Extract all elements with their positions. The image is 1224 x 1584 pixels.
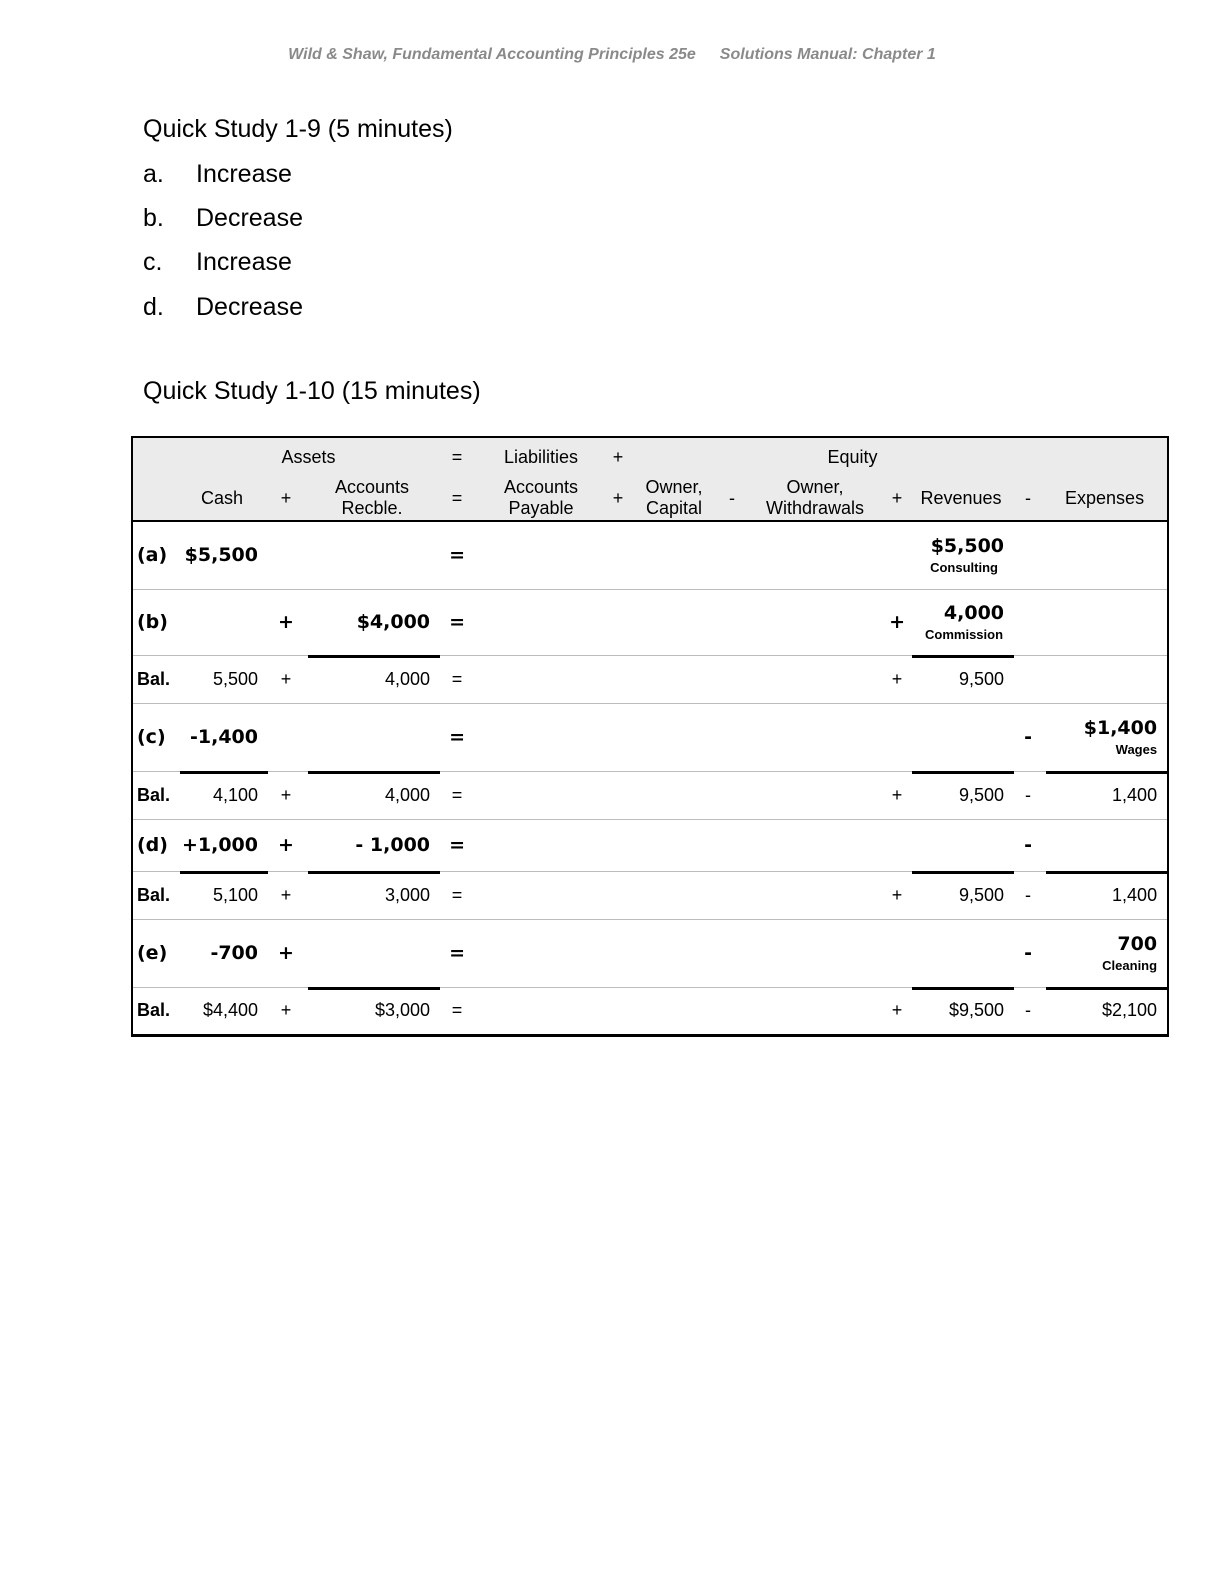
accounts-payable-value [474,703,608,771]
minus-sign: - [1014,771,1042,819]
transaction-row [132,919,1168,987]
revenues-value [908,871,1014,919]
operator-cell [608,703,628,771]
operator-cell [608,919,628,987]
expense-amount: 1,400 [1112,884,1158,905]
header-line: Owner, [786,477,844,497]
accounts-receivable-value: 3,000 [304,871,440,919]
revenues-value [908,703,1014,771]
owner-capital-value [628,655,720,703]
quick-study-1-10-title: Quick Study 1-10 (15 minutes) [143,377,481,405]
owner-withdrawals-value [744,871,886,919]
expenses-value [1042,871,1168,919]
plus-sign: + [608,437,628,476]
owner-capital-value [628,871,720,919]
owner-capital-value [628,703,720,771]
minus-sign [1014,655,1042,703]
operator-cell [720,987,744,1035]
accounts-receivable-value [304,703,440,771]
header-line: Accounts [504,477,579,497]
revenue-amount: $5,500 [930,535,1005,558]
revenue-amount: 9,500 [958,784,1005,805]
equals-sign: = [440,871,474,919]
minus-sign: - [1014,819,1042,871]
revenues-value [908,819,1014,871]
accounts-receivable-column-header [304,476,440,521]
expense-amount: 700 [1117,933,1158,955]
operator-cell [720,521,744,589]
quick-study-1-9-title: Quick Study 1-9 (5 minutes) [143,115,453,143]
owner-capital-value [628,919,720,987]
owner-withdrawals-column-header [744,476,886,521]
row-label: Bal. [132,871,176,919]
expenses-value [1042,589,1168,655]
accounts-payable-value [474,771,608,819]
minus-sign: - [1014,871,1042,919]
owner-capital-column-header [628,476,720,521]
transaction-row [132,819,1168,871]
revenues-value [908,987,1014,1035]
expenses-value [1042,819,1168,871]
operator-cell [720,771,744,819]
row-label: (b) [132,589,176,655]
operator-cell [608,589,628,655]
owner-withdrawals-value [744,987,886,1035]
equals-sign: = [440,437,474,476]
transaction-row [132,703,1168,771]
equals-sign: = [440,703,474,771]
expenses-value [1042,703,1168,771]
accounts-payable-value [474,655,608,703]
expense-note: Wages [1115,742,1158,757]
cash-value: +1,000 [176,819,268,871]
answer-text: Decrease [196,292,303,321]
answer-text: Increase [196,159,292,188]
header-line: Payable [508,498,574,518]
balance-row [132,655,1168,703]
revenue-amount: 9,500 [958,668,1005,689]
operator-cell [720,919,744,987]
equals-sign: = [449,544,465,567]
cash-value: -1,400 [176,703,268,771]
operator-cell [608,819,628,871]
answer-item [143,152,303,196]
accounts-receivable-value: $4,000 [304,589,440,655]
plus-sign: + [886,987,908,1035]
owner-withdrawals-value [744,919,886,987]
accounts-payable-value [474,589,608,655]
plus-sign [886,521,908,589]
cash-value [176,589,268,655]
minus-sign: - [1014,919,1042,987]
owner-withdrawals-value [744,703,886,771]
cash-value: $4,400 [176,987,268,1035]
expenses-value [1042,521,1168,589]
row-label: (a) [132,521,176,589]
group-header-row [132,437,1168,476]
accounting-equation-table [131,436,1169,1037]
transaction-row [132,589,1168,655]
header-line: Owner, [645,477,703,497]
column-header-row [132,476,1168,521]
minus-sign: - [1014,476,1042,521]
operator-cell [720,703,744,771]
revenue-amount: 9,500 [958,884,1005,905]
plus-sign: + [268,589,304,655]
liabilities-group-header: Liabilities [474,437,608,476]
minus-sign [1014,521,1042,589]
owner-capital-value [628,589,720,655]
revenue-note: Consulting [930,560,998,576]
quick-study-1-9-answers [143,152,303,330]
operator-cell [720,589,744,655]
accounts-receivable-value: $3,000 [304,987,440,1035]
row-label: (e) [132,919,176,987]
revenues-value [908,919,1014,987]
cash-value: 4,100 [176,771,268,819]
manual-chapter: Solutions Manual: Chapter 1 [719,46,936,63]
operator-cell [608,987,628,1035]
expense-amount: 1,400 [1112,784,1158,805]
minus-sign: - [720,476,744,521]
owner-capital-value [628,771,720,819]
plus-sign: + [608,476,628,521]
row-label: Bal. [132,771,176,819]
operator-cell [720,819,744,871]
plus-sign: + [268,871,304,919]
equals-sign: = [440,987,474,1035]
equals-sign: = [440,655,474,703]
operator-cell [720,655,744,703]
revenue-note: Commission [925,627,1004,642]
operator-cell [608,871,628,919]
owner-capital-value [628,987,720,1035]
answer-item [143,241,303,285]
plus-sign: + [886,655,908,703]
equals-sign: = [440,476,474,521]
owner-withdrawals-value [744,589,886,655]
operator-cell [608,655,628,703]
header-line: Accounts [334,477,410,497]
balance-row [132,771,1168,819]
answer-text: Decrease [196,204,303,233]
revenues-value [908,655,1014,703]
plus-sign: + [268,476,304,521]
minus-sign: - [1014,987,1042,1035]
owner-withdrawals-value [744,771,886,819]
header-line: Capital [646,498,703,518]
row-label: (c) [132,703,176,771]
owner-withdrawals-value [744,521,886,589]
expenses-column-header: Expenses [1042,476,1168,521]
answer-letter: b. [143,204,164,233]
plus-sign: + [268,987,304,1035]
accounts-receivable-value: 4,000 [304,655,440,703]
revenues-value [908,589,1014,655]
row-label: Bal. [132,655,176,703]
transaction-row [132,521,1168,589]
accounts-payable-column-header [474,476,608,521]
answer-letter: d. [143,292,164,321]
assets-group-header: Assets [132,437,440,476]
row-label: (d) [132,819,176,871]
expenses-value [1042,919,1168,987]
answer-text: Increase [196,248,292,277]
expense-amount: $2,100 [1102,1000,1158,1020]
owner-capital-value [628,521,720,589]
plus-sign [268,703,304,771]
operator-cell [608,771,628,819]
accounts-payable-value [474,521,608,589]
cash-value: 5,100 [176,871,268,919]
plus-sign [268,521,304,589]
plus-sign [886,819,908,871]
cash-value: -700 [176,919,268,987]
equity-group-header: Equity [628,437,1168,476]
plus-sign: + [886,771,908,819]
accounts-payable-value [474,819,608,871]
plus-sign: + [268,919,304,987]
accounts-receivable-value [304,919,440,987]
owner-withdrawals-value [744,655,886,703]
revenue-amount: 4,000 [943,602,1005,624]
plus-sign [886,703,908,771]
revenues-value [908,521,1014,589]
book-title: Wild & Shaw, Fundamental Accounting Principles 25e [288,46,696,63]
revenues-column-header: Revenues [908,476,1014,521]
plus-sign: + [886,476,908,521]
answer-letter: c. [143,248,163,277]
cash-value: 5,500 [176,655,268,703]
running-header [0,46,1224,64]
operator-cell [720,871,744,919]
accounts-receivable-value: 4,000 [304,771,440,819]
equals-sign: = [440,819,474,871]
expenses-value [1042,771,1168,819]
plus-sign: + [886,589,908,655]
cash-column-header: Cash [176,476,268,521]
owner-capital-value [628,819,720,871]
plus-sign: + [268,771,304,819]
row-label: Bal. [132,987,176,1035]
owner-withdrawals-value [744,819,886,871]
equals-sign: = [440,919,474,987]
equals-sign: = [440,589,474,655]
minus-sign: - [1014,703,1042,771]
label-column-header [132,476,176,521]
accounts-receivable-value [304,521,440,589]
plus-sign: + [268,819,304,871]
header-line: Withdrawals [766,498,865,518]
accounts-payable-value [474,987,608,1035]
balance-row [132,987,1168,1035]
header-line: Recble. [341,498,403,518]
expense-note: Cleaning [1102,958,1158,973]
minus-sign [1014,589,1042,655]
answer-item [143,285,303,329]
answer-item [143,196,303,240]
plus-sign [886,919,908,987]
expense-amount: $1,400 [1083,717,1158,739]
revenue-amount: $9,500 [948,1000,1005,1020]
plus-sign: + [886,871,908,919]
accounts-receivable-value: - 1,000 [304,819,440,871]
expenses-value [1042,655,1168,703]
answer-letter: a. [143,159,164,188]
balance-row [132,871,1168,919]
revenues-value [908,771,1014,819]
expenses-value [1042,987,1168,1035]
equals-sign: = [440,771,474,819]
cash-value: $5,500 [184,544,258,567]
accounts-payable-value [474,871,608,919]
accounts-payable-value [474,919,608,987]
operator-cell [608,521,628,589]
plus-sign: + [268,655,304,703]
